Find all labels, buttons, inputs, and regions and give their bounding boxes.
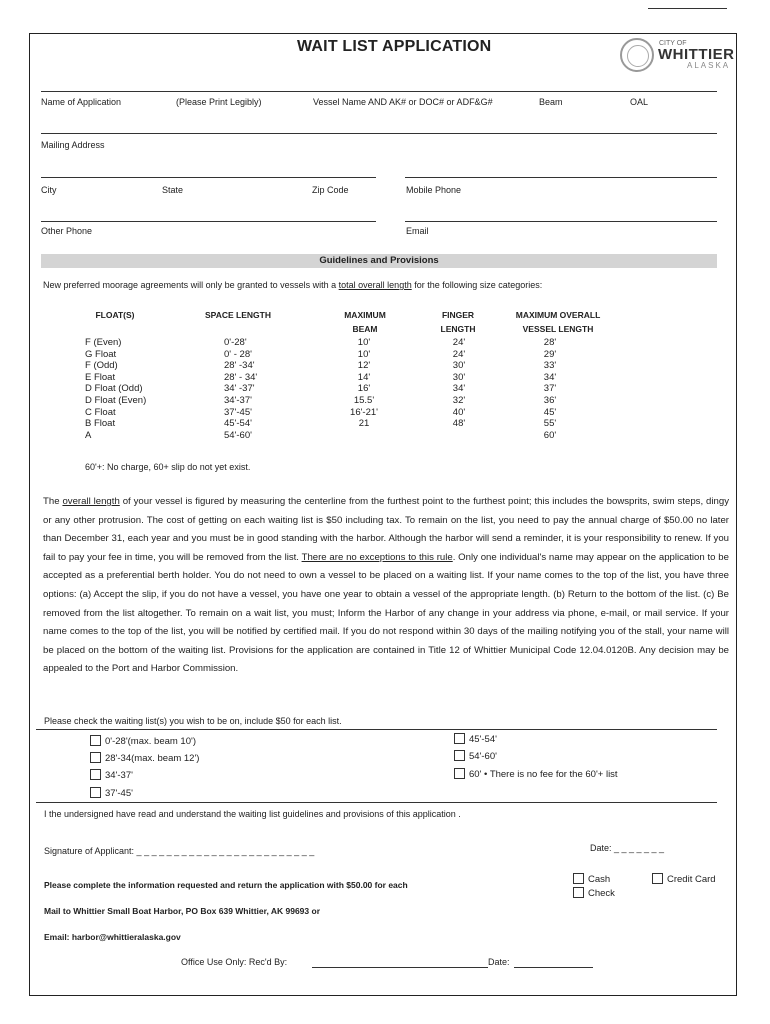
table-cell: 37' bbox=[543, 383, 557, 395]
checkbox[interactable] bbox=[454, 750, 465, 761]
checkbox[interactable] bbox=[652, 873, 663, 884]
beam-label: Beam bbox=[539, 97, 563, 107]
table-cell: 29' bbox=[543, 348, 557, 360]
table-cell: 33' bbox=[543, 360, 557, 372]
print-note: (Please Print Legibly) bbox=[176, 97, 262, 107]
table-cell: 37'-45' bbox=[224, 406, 252, 418]
email-instruction: Email: harbor@whittieralaska.gov bbox=[44, 932, 181, 942]
table-cell: 12' bbox=[357, 360, 371, 372]
table-cell: 55' bbox=[543, 418, 557, 430]
vessel-label: Vessel Name AND AK# or DOC# or ADF&G# bbox=[313, 97, 493, 107]
zip-label: Zip Code bbox=[312, 185, 349, 195]
th-beam-2: BEAM bbox=[352, 324, 378, 334]
th-finger-2: LENGTH bbox=[440, 324, 476, 334]
col-overall bbox=[530, 337, 570, 441]
name-line[interactable] bbox=[41, 133, 717, 134]
office-date-line[interactable] bbox=[514, 967, 593, 968]
table-cell: 34' bbox=[452, 383, 466, 395]
checkbox[interactable] bbox=[90, 787, 101, 798]
date-field[interactable]: Date: _ _ _ _ _ _ _ bbox=[590, 843, 665, 853]
acknowledgement: I the undersigned have read and understand the waiting list guidelines and provisions of this application . bbox=[44, 809, 461, 819]
payment-check[interactable]: Check bbox=[573, 887, 615, 899]
city-line[interactable] bbox=[41, 221, 376, 222]
table-cell: 34' bbox=[543, 371, 557, 383]
list-option[interactable]: 45'-54' bbox=[454, 733, 497, 745]
checkbox[interactable] bbox=[573, 873, 584, 884]
table-cell: 60' bbox=[543, 429, 557, 441]
divider bbox=[41, 91, 717, 92]
table-cell: A bbox=[85, 429, 92, 441]
other-phone-label: Other Phone bbox=[41, 226, 93, 236]
col-finger bbox=[434, 337, 484, 430]
table-cell: 28' - 34' bbox=[224, 371, 258, 383]
table-cell: G Float bbox=[85, 348, 117, 360]
list-option[interactable]: 54'-60' bbox=[454, 750, 497, 762]
table-cell: 15.5' bbox=[353, 394, 375, 406]
payment-cash[interactable]: Cash bbox=[573, 873, 610, 885]
table-cell: 34'-37' bbox=[224, 394, 252, 406]
table-cell: F (Even) bbox=[85, 337, 122, 348]
provisions-paragraph: The overall length of your vessel is figured by measuring the centerline from the furthest point to the furthest point; this includes the bowsprits, swim steps, dingy or any other protrusion. The cost of getting on each waiting list is $50 including tax. To remain on the list, you need to pay the annual charge of $50.00 no later than December 31, each year and you must be in good standing with the harbor. Although the harbor will send a reminder, it is your responsibility to renew. If you fail to pay your fee in time, you will be removed from the list. There are no exceptions to this rule. Only one individual's name may appear on the application to be accepted as a preferential berth holder. You do not need to own a vessel to be placed on a waiting list. If your name comes to the top of the list, you have three options: (a) Accept the slip, if you do not have a vessel, you have one year to obtain a vessel of the appropriate length. (b) Return to the bottom of the list. (c) Be removed from the list altogether. To remain on a wait list, you must; Inform the Harbor of any change in your address via phone, e-mail, or mail service. If your name comes to the top of the list, you will be notified by certified mail. If you do not respond within 30 days of the mailing notifying you of the stall, your name will be placed on the bottom of the waiting list. Provisions for the application are contained in Title 12 of Whittier Municipal Code 12.04.0120B. Any decision may be appealed to the Port and Harbor Commission. bbox=[43, 496, 729, 675]
list-option[interactable]: 28'-34(max. beam 12') bbox=[90, 752, 199, 764]
page-title: WAIT LIST APPLICATION bbox=[297, 38, 492, 55]
th-space: SPACE LENGTH bbox=[205, 310, 271, 320]
complete-instruction: Please complete the information requested and return the application with $50.00 for each bbox=[44, 880, 408, 890]
logo-whittier: WHITTIER bbox=[658, 46, 735, 63]
list-option[interactable]: 0'-28'(max. beam 10') bbox=[90, 735, 196, 747]
table-note: 60'+: No charge, 60+ slip do not yet exist. bbox=[85, 462, 251, 472]
table-cell: 54'-60' bbox=[224, 429, 252, 441]
office-date-label: Date: bbox=[488, 957, 510, 967]
checkbox[interactable] bbox=[573, 887, 584, 898]
logo-city-of: CITY OF bbox=[659, 40, 687, 47]
table-cell: 24' bbox=[452, 337, 466, 348]
list-instruction: Please check the waiting list(s) you wish to be on, include $50 for each list. bbox=[44, 716, 342, 726]
th-floats: FLOAT(S) bbox=[95, 310, 135, 320]
col-space bbox=[224, 337, 257, 441]
list-option[interactable]: 34'-37' bbox=[90, 769, 133, 781]
col-floats bbox=[85, 337, 146, 441]
mail-instruction: Mail to Whittier Small Boat Harbor, PO Box 639 Whittier, AK 99693 or bbox=[44, 906, 320, 916]
table-cell: C Float bbox=[85, 406, 116, 418]
guidelines-title: Guidelines and Provisions bbox=[319, 255, 439, 266]
table-cell: 10' bbox=[357, 337, 371, 348]
table-cell: D Float (Even) bbox=[85, 394, 147, 406]
table-cell: 0'-28' bbox=[224, 337, 247, 348]
divider bbox=[36, 729, 717, 730]
table-cell: 24' bbox=[452, 348, 466, 360]
table-cell: 14' bbox=[357, 371, 371, 383]
th-overall-2: VESSEL LENGTH bbox=[522, 324, 594, 334]
office-use-label: Office Use Only: Rec'd By: bbox=[181, 957, 288, 967]
divider bbox=[36, 802, 717, 803]
mailing-line[interactable] bbox=[41, 177, 376, 178]
table-cell: 40' bbox=[452, 406, 466, 418]
mobile-label: Mobile Phone bbox=[406, 185, 462, 195]
table-cell: 16' bbox=[357, 383, 371, 395]
list-option[interactable]: 60' • There is no fee for the 60'+ list bbox=[454, 768, 618, 780]
th-beam-1: MAXIMUM bbox=[344, 310, 386, 320]
table-cell: 28' bbox=[543, 337, 557, 348]
table-cell: E Float bbox=[85, 371, 116, 383]
state-label: State bbox=[162, 185, 184, 195]
table-cell: 30' bbox=[452, 360, 466, 372]
checkbox[interactable] bbox=[454, 733, 465, 744]
col-beam bbox=[334, 337, 394, 430]
city-label: City bbox=[41, 185, 57, 195]
logo-alaska: ALASKA bbox=[687, 61, 731, 70]
table-cell: 36' bbox=[543, 394, 557, 406]
checkbox[interactable] bbox=[454, 768, 465, 779]
table-cell: D Float (Odd) bbox=[85, 383, 143, 395]
mobile-line[interactable] bbox=[405, 177, 717, 178]
table-cell: 21 bbox=[358, 418, 370, 430]
mailing-label: Mailing Address bbox=[41, 140, 105, 150]
recd-by-line[interactable] bbox=[312, 967, 488, 968]
table-cell: 32' bbox=[452, 394, 466, 406]
payment-credit-card[interactable]: Credit Card bbox=[652, 873, 716, 885]
table-cell: 28' -34' bbox=[224, 360, 255, 372]
table-cell: B Float bbox=[85, 418, 116, 430]
table-cell: 48' bbox=[452, 418, 466, 430]
table-cell: F (Odd) bbox=[85, 360, 118, 372]
top-rule bbox=[648, 8, 727, 9]
table-cell: 45' bbox=[543, 406, 557, 418]
oal-label: OAL bbox=[630, 97, 649, 107]
table-cell: 16'-21' bbox=[350, 406, 378, 418]
name-label: Name of Application bbox=[41, 97, 122, 107]
checkbox[interactable] bbox=[90, 752, 101, 763]
th-finger-1: FINGER bbox=[441, 310, 475, 320]
table-cell: 45'-54' bbox=[224, 418, 252, 430]
checkbox[interactable] bbox=[90, 769, 101, 780]
city-seal-icon bbox=[620, 38, 654, 72]
table-cell: 30' bbox=[452, 371, 466, 383]
email-label: Email bbox=[406, 226, 429, 236]
table-cell: 10' bbox=[357, 348, 371, 360]
signature-field[interactable]: Signature of Applicant: _ _ _ _ _ _ _ _ _ _ _ _ _ _ _ _ _ _ _ _ _ _ _ _ bbox=[44, 846, 315, 856]
list-option[interactable]: 37'-45' bbox=[90, 787, 133, 799]
th-overall-1: MAXIMUM OVERALL bbox=[515, 310, 601, 320]
intro-text: New preferred moorage agreements will only be granted to vessels with a total overall length for the following size categories: bbox=[43, 280, 543, 290]
email-line[interactable] bbox=[405, 221, 717, 222]
checkbox[interactable] bbox=[90, 735, 101, 746]
table-cell: 0' - 28' bbox=[224, 348, 252, 360]
table-cell: 34' -37' bbox=[224, 383, 255, 395]
guidelines-band bbox=[41, 254, 717, 268]
